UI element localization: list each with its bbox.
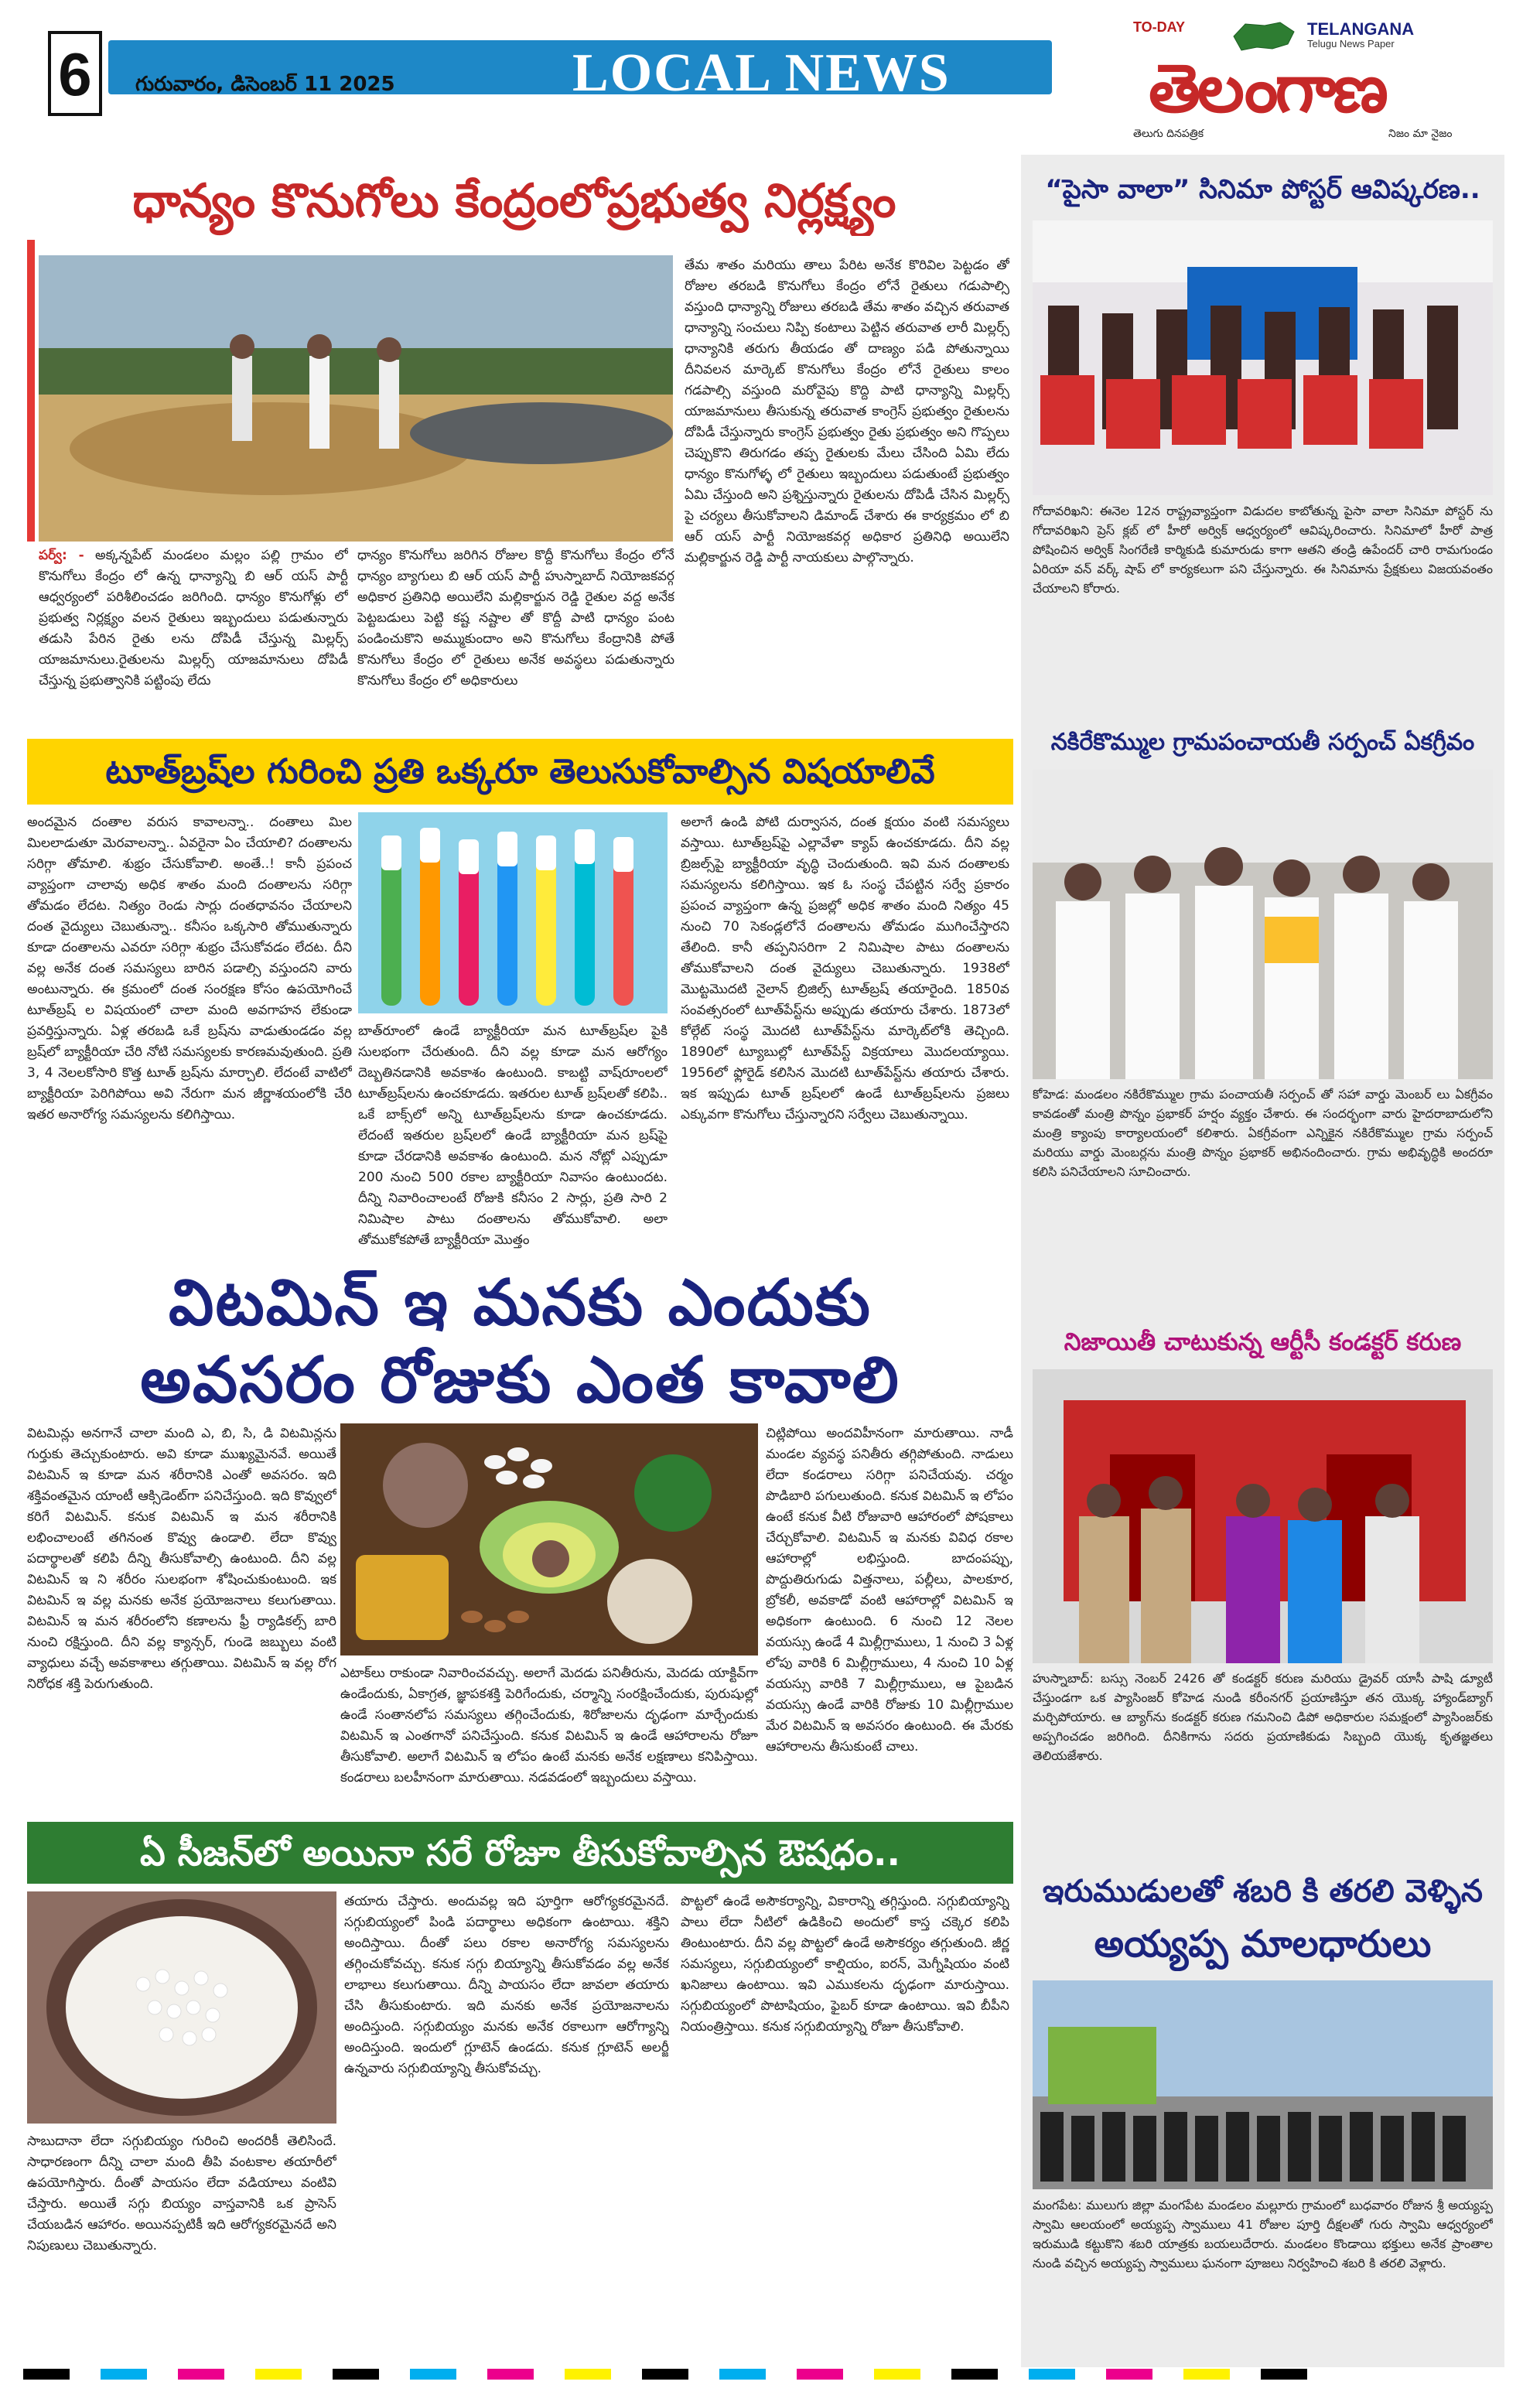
toothbrush-col3: అలాగే ఉండి పోటి దుర్వాసన, దంత క్షయం వంటి సమస్యలు వస్తాయి. టూత్‌బ్రష్‌పై ఎల్లావేళా క్యాప్ ఉంచకూడదు. దీని వల్ల బ్రిజల్స్‌పై బ్యాక్టీరియా వృద్ధి చెందుతుంది. ఇవి మన దంతాలకు సమస్యలను కలిగిస్తాయి. ఇక ఓ సంస్థ చేపట్టిన సర్వే ప్రకారం ప్రపంచ వ్యాప్తంగా ఉన్న ప్రజల్లో అధిక శాతం మంది నిత్యం 45 నుంచి 70 సెకండ్లలోనే దంతాలను తోమడం ముగించేస్తారని తేలింది. కానీ తప్పనిసరిగా 2 నిమిషాల పాటు దంతాలను తోముకోవాలని దంత వైద్యులు చెబుతున్నారు. 1938లో మొట్టమొదటి నైలాన్ బ్రిజిల్స్ టూత్‌బ్రష్ తయారైంది. 1850వ సంవత్సరంలో టూత్‌పేస్ట్‌ను అప్పుడు తయారు చేశారు. 1873లో కోల్గేట్ సంస్థ మొదటి టూత్‌పేస్ట్‌ను మార్కెట్‌లోకి తెచ్చింది. 1890లో ట్యూబుల్లో టూత్‌పేస్ట్ విక్రయాలు మొదలయ్యాయి. 1956లో ఫ్లోరైడ్ కలిసిన మొదటి టూత్‌పేస్ట్‌ను తయారు చేశారు. ఇక ఇప్పుడు టూత్ బ్రష్‌లలో ఉండే టూత్‌బ్రష్‌లను ప్రజలు ఎక్కువగా కొనుగోలు చేస్తున్నారని సర్వేలు చెబుతున్నాయి. — [681, 815, 1009, 1122]
ayyappa-headline-line2: అయ్యప్ప మాలధారులు — [1094, 1922, 1432, 1966]
vitamin-col3: చిట్లిపోయి అందవిహీనంగా మారుతాయి. నాడీ మండల వ్యవస్థ పనితీరు తగ్గిపోతుంది. నాడులు లేదా కండరాలు సరిగ్గా పనిచేయవు. చర్మం పొడిబారి పగులుతుంది. కనుక విటమిన్ ఇ లోపం ఉంటే కనుక వీటి రోజువారి ఆహారంలో పోషకాలు చేర్చుకోవాలి. విటమిన్ ఇ మనకు వివిధ రకాల ఆహారాల్లో లభిస్తుంది. బాదంపప్పు, పొద్దుతిరుగుడు విత్తనాలు, పల్లీలు, పాలకూర, బ్రోకలీ, అవకాడో వంటి ఆహారాల్లో విటమిన్ ఇ అధికంగా ఉంటుంది. 6 నుంచి 12 నెలల వయస్సు ఉండే 4 మిల్లీగ్రాములు, 1 నుంచి 3 ఏళ్ల లోపు వారికి 6 మిల్లీగ్రాములు, 4 నుంచి 10 ఏళ్ల వయస్సు వారికి 7 మిల్లీగ్రాములు, ఆ పైబడిన వయస్సు ఉండే వారికి రోజుకు 10 మిల్లీగ్రాముల మేర విటమిన్ ఇ అవసరం ఉంటుంది. ఈ మేరకు ఆహారాలను తీసుకుంటే చాలు. — [766, 1426, 1013, 1755]
poster-photo — [1033, 220, 1493, 495]
color-registration-bar — [23, 2369, 1516, 2380]
vitamin-col2: ఎటాక్‌లు రాకుండా నివారించవచ్చు. అలాగే మెదడు పనితీరును, మెదడు యాక్టివ్‌గా ఉండేందుకు, ఏకాగ్రత, జ్ఞాపకశక్తి పెరిగేందుకు, చర్మాన్ని సంరక్షించేందుకు, పురుషుల్లో ఉండే సంతానలోప సమస్యలు తగ్గించేందుకు, శిరోజాలను దృఢంగా మార్చేందుకు విటమిన్ ఇ ఎంతగానో పనిచేస్తుంది. కనుక విటమిన్ ఇ ఉండే ఆహారాలను రోజూ తీసుకోవాలి. అలాగే విటమిన్ ఇ లోపం ఉంటే మనకు అనేక లక్షణాలు కనిపిస్తాయి. కండరాలు బలహీనంగా మారుతాయి. నడవడంలో ఇబ్బందులు వస్తాయి. — [340, 1666, 758, 1785]
grain-photo — [39, 255, 673, 542]
toothbrush-headline: టూత్‌బ్రష్‌ల గురించి ప్రతి ఒక్కరూ తెలుసుకోవాల్సిన విషయాలివే — [27, 739, 1013, 805]
logo-brand-sub: Telugu News Paper — [1307, 38, 1395, 50]
grain-accent-strip — [27, 240, 35, 542]
toothbrush-col2: బాత్‌రూంలో ఉండే బ్యాక్టీరియా మన టూత్‌బ్రష్‌ల పైకి సులభంగా చేరుతుంది. దీని వల్ల కూడా మన ఆరోగ్యం దెబ్బతినడానికి అవకాశం ఉంటుంది. కాబట్టి వాష్‌రూంలలో టూత్‌బ్రష్‌లను ఉంచకూడదు. ఇతరుల టూత్ బ్రష్‌లతో కలిపి.. ఒకే బాక్స్‌లో అన్ని టూత్‌బ్రష్‌లను కూడా ఉంచకూడదు. లేదంటే ఇతరుల బ్రష్‌లలో ఉండే బ్యాక్టీరియా మన బ్రష్‌పై కూడా చేరడానికి అవకాశం ఉంటుంది. మన నోట్లో ఎప్పుడూ 200 నుంచి 500 రకాల బ్యాక్టీరియా నివాసం ఉంటుందట. దీన్ని నివారించాలంటే రోజుకి కనీసం 2 సార్లు, ప్రతి సారి 2 నిమిషాల పాటు దంతాలను తోముకోవాలి. అలా తోముకోకపోతే బ్యాక్టీరియా మొత్తం — [358, 1023, 668, 1248]
ayyappa-caption: మంగపేట: ములుగు జిల్లా మంగపేట మండలం మల్లూరు గ్రామంలో బుధవారం రోజున శ్రీ అయ్యప్ప స్వామి ఆలయంలో అయ్యప్ప స్వాములు 41 రోజుల పూర్తి దీక్షలతో గురు స్వామి ఆధ్వర్యంలో ఇరుముడి కట్టుకొని శబరి యాత్రకు బయలుదేరారు. మండలం కొండాయి భక్తులు అనేక ప్రాంతాల నుండి వచ్చిన అయ్యప్ప స్వాములు ఘనంగా పూజలు నిర్వహించి శబరి కి తరలి వెళ్లారు. — [1033, 2198, 1493, 2271]
sago-col3: పొట్టలో ఉండే అసౌకర్యాన్ని, వికారాన్ని తగ్గిస్తుంది. సగ్గుబియ్యాన్ని పాలు లేదా నీటిలో ఉడికించి అందులో కాస్త చక్కెర కలిపి తింటుంటారు. దీని వల్ల పొట్టలో ఉండే అసౌకర్యం తగ్గుతుంది. జీర్ణ సమస్యలు, సగ్గుబియ్యంలో కాల్షియం, ఐరన్, మెగ్నీషియం వంటి ఖనిజాలు ఉంటాయి. ఇవి ఎముకలను దృఢంగా మారుస్తాయి. సగ్గుబియ్యంలో పొటాషియం, ఫైబర్ కూడా ఉంటాయి. ఇవి బీపీని నియంత్రిస్తాయి. కనుక సగ్గుబియ్యాన్ని రోజూ తీసుకోవాలి. — [681, 1894, 1009, 2035]
conductor-headline: నిజాయితీ చాటుకున్న ఆర్టీసీ కండక్టర్ కరుణ — [1064, 1328, 1462, 1356]
sago-col2: తయారు చేస్తారు. అందువల్ల ఇది పూర్తిగా ఆరోగ్యకరమైనదే. సగ్గుబియ్యంలో పిండి పదార్థాలు అధికంగా ఉంటాయి. శక్తిని అందిస్తాయి. దీంతో పలు రకాల అనారోగ్య సమస్యలను తగ్గించుకోవచ్చు. కనుక సగ్గు బియ్యాన్ని తీసుకోవడం వల్ల అనేక లాభాలు కలుగుతాయి. దీన్ని పాయసం లేదా జావలా తయారు చేసి తీసుకుంటారు. ఇది మనకు అనేక ప్రయోజనాలను అందిస్తుంది. సగ్గుబియ్యం మనకు అనేక రకాలుగా ఆరోగ్యాన్ని అందిస్తుంది. ఇందులో గ్లూటెన్ ఉండదు. కనుక గ్లూటెన్ అలర్జీ ఉన్నవారు సగ్గుబియ్యాన్ని తీసుకోవచ్చు. — [344, 1894, 669, 2076]
vitamin-col1: విటమిన్లు అనగానే చాలా మంది ఎ, బి, సి, డి విటమిన్లను గుర్తుకు తెచ్చుకుంటారు. అవి కూడా ముఖ్యమైనవే. అయితే విటమిన్ ఇ కూడా మన శరీరానికి ఎంతో అవసరం. ఇది శక్తివంతమైన యాంటీ ఆక్సిడెంట్‌గా పనిచేస్తుంది. ఇది కొవ్వులో కరిగే విటమిన్. కనుక విటమిన్ ఇ మన శరీరానికి లభించాలంటే తగినంత కొవ్వు ఉండాలి. లేదా కొవ్వు పదార్థాలతో కలిపి దీన్ని తీసుకోవాల్సి ఉంటుంది. దీని వల్ల విటమిన్ ఇ ని శరీరం సులభంగా శోషించుకుంటుంది. ఇక విటమిన్ ఇ వల్ల మనకు అనేక ప్రయోజనాలు కలుగుతాయి. విటమిన్ ఇ మన శరీరంలోని కణాలను ఫ్రీ ర్యాడికల్స్ బారి నుంచి రక్షిస్తుంది. దీని వల్ల క్యాన్సర్, గుండె జబ్బులు వంటి వ్యాధులు వచ్చే అవకాశాలు తగ్గుతాయి. విటమిన్ ఇ వల్ల రోగ నిరోధక శక్తి పెరుగుతుంది. — [27, 1426, 336, 1692]
toothbrush-photo — [358, 812, 668, 1013]
sarpanch-photo — [1033, 770, 1493, 1079]
grain-col3: తేమ శాతం మరియు తాలు పేరిట అనేక కొరివిల పెట్టడం తో రోజుల తరబడి కొనుగోలు కేంద్రం లోనే రైతులు గడుపాల్సి వస్తుంది ధాన్యాన్ని రోజులు తరబడి తేమ శాతం వచ్చిన తరువాత ధాన్యాన్ని సంచులు నిప్పి కంటాలు పెట్టిన తరువాత లారీ మిల్లర్స్ ధాన్యానికి తరుగు తీయడం తో దాణ్యం పడి పోతున్నాయి దీనివలన మార్కెట్ కొనుగోలు కేంద్రం లోనే రైతులు కాలం గడపాల్సి వస్తుంది మరోవైపు కొద్ది పాటి ధాన్యాన్ని మిల్లర్స్ యాజమానులు తీసుకున్న తరువాత కాంగ్రెస్ ప్రభుత్వం రైతులను దోపిడీ చేస్తున్నారు కాంగ్రెస్ ప్రభుత్వం రైతు ప్రభుత్వం అని గొప్పలు చెప్పుకొని తిరుగడం తప్ప రైతులకు మేలు చేసింది ఏమి లేదు ధాన్యం కొనుగోళ్ళ లో రైతులు ఇబ్బందులు పడుతుంటే ప్రభుత్వం ఏమి చేస్తుంది అని ప్రశ్నిస్తున్నారు రైతులను దోపిడీ చేసిన మిల్లర్స్ పై చర్యలు తీసుకోవాలని డిమాండ్ చేశారు ఈ కార్యక్రమం లో బి ఆర్ యస్ పార్టీ నియోజకవర్గ అధికార ప్రతినిధి అయిలేని మల్లికార్జున రెడ్డి పార్టీ నాయకులు పాల్గొన్నారు. — [685, 258, 1009, 565]
logo-brand-en: TELANGANA — [1307, 19, 1415, 39]
issue-date: గురువారం, డిసెంబర్ 11 2025 — [135, 73, 395, 96]
sarpanch-headline: నకిరేకొమ్ముల గ్రామపంచాయతీ సర్పంచ్ ఏకగ్రీవం — [1050, 729, 1475, 756]
ayyappa-photo — [1033, 1980, 1493, 2189]
page-number: 6 — [48, 31, 102, 116]
logo-tag-right: నిజం మా నైజం — [1388, 128, 1453, 140]
logo-tag-left: తెలుగు దినపత్రిక — [1133, 128, 1204, 140]
sago-photo — [27, 1891, 336, 2124]
sago-headline: ఏ సీజన్‌లో అయినా సరే రోజూ తీసుకోవాల్సిన ఔషధం.. — [27, 1822, 1013, 1884]
logo-today: TO-DAY — [1133, 19, 1186, 35]
sago-col1: సాబుదానా లేదా సగ్గుబియ్యం గురించి అందరికీ తెలిసిందే. సాధారణంగా దీన్ని చాలా మంది తీపి వంటకాల తయారీలో ఉపయోగిస్తారు. దీంతో పాయసం లేదా వడియాలు వంటివి చేస్తారు. అయితే సగ్గు బియ్యం వాస్తవానికి ఒక ప్రాసెస్ చేయబడిన ఆహారం. అయినప్పటికీ ఇది ఆరోగ్యకరమైనదే అని నిపుణులు చెబుతున్నారు. — [27, 2134, 336, 2253]
vitamin-photo — [340, 1423, 758, 1655]
toothbrush-col1: అందమైన దంతాల వరుస కావాలన్నా.. దంతాలు మిల మిలలాడుతూ మెరవాలన్నా.. ఏవరైనా ఏం చేయాలి? దంతాలను సరిగ్గా తోమాలి. శుభ్రం చేసుకోవాలి. అంతే..! కానీ ప్రపంచ వ్యాప్తంగా చాలావు అధిక శాతం మంది దంతాలను సరిగ్గా తోమడం లేదట. నిత్యం రెండు సార్లు దంతధావనం చేయాలని దంత వైద్యులు చెబుతున్నా.. కనీసం ఒక్కసారి తోముతున్నారు కూడా దంతాలను ఎవరూ సరిగ్గా శుభ్రం చేసుకోవడం లేదట. దీని వల్ల అనేక దంత సమస్యలు బారిన పడాల్సి వస్తుందని వారు అంటున్నారు. ఈ క్రమంలో దంత సంరక్షణ కోసం ఉపయోగించే టూత్‌బ్రష్ ల విషయంలో చాలా మంది అవగాహన లేకుండా ప్రవర్తిస్తున్నారు. ఏళ్ల తరబడి ఒకే బ్రష్‌ను వాడుతుండడం వల్ల బ్రష్‌లో బ్యాక్టీరియా చేరి నోటి సమస్యలకు కారణమవుతుంది. ప్రతి 3, 4 నెలలకోసారి కొత్త టూత్ బ్రష్‌ను మార్చాలి. లేదంటే వాటిలో బ్యాక్టీరియా పెరిగిపోయి అవి నేరుగా మన జీర్ణాశయంలోకి చేరి ఇతర అనారోగ్య సమస్యలను కలిగిస్తాయి. — [27, 815, 352, 1122]
grain-headline: ధాన్యం కొనుగోలు కేంద్రంలోప్రభుత్వ నిర్లక్ష్యం — [132, 174, 896, 228]
grain-col2: ధాన్యం కొనుగోలు జరిగిన రోజుల కొద్దీ కొనుగోలు కేంద్రం లోనే ధాన్యం బ్యాగులు బి ఆర్ యస్ పార్టీ హుస్నాబాద్ నియోజకవర్గ అధికార ప్రతినిధి అయిలేని మల్లికార్జున రెడ్డి రైతుల వద్ద అనేక పెట్టబడులు పెట్టి కష్ట నష్టాల తో కొద్దీ పాటి ధాన్యం పంట పండించుకొని అమ్ముకుందాం అని కొనుగోలు కేంద్రానికి పోతే కొనుగోలు కేంద్రం లో రైతులు అనేక అవస్థలు పడుతున్నారు కొనుగోలు కేంద్రం లో అధికారులు — [357, 548, 674, 689]
grain-col1-text: అక్కన్నపేట్ మండలం మల్లం పల్లి గ్రామం లో కొనుగోలు కేంద్రం లో ఉన్న ధాన్యాన్ని బి ఆర్ యస్ పార్టీ ఆధ్వర్యంలో పరిశీలించడం జరిగింది. ధాన్యం కొనుగోళ్లు లో ప్రభుత్వ నిర్లక్ష్యం వలన రైతులు ఇబ్బందులు పడుతున్నారు తడుసి పేరిన రైతు లను దోపిడీ చేస్తున్న మిల్లర్స్ యాజమానులు.రైతులను మిల్లర్స్ యాజమానులు దోపిడీ చేస్తున్న ప్రభుత్వానికి పట్టింపు లేదు — [39, 548, 348, 689]
telangana-map-icon — [1226, 21, 1299, 52]
conductor-caption: హుస్నాబాద్: బస్సు నెంబర్ 2426 తో కండక్టర్ కరుణ మరియు డ్రైవర్ యాసీ పాషి డ్యూటీ చేస్తుండగా ఒక ప్యాసింజర్ కోహెడ నుండి కరీంనగర్ ప్రయాణిస్తూ తన యొక్క హ్యాండ్‌బ్యాగ్ మర్చిపోయారు. ఆ బ్యాగ్‌ను కండక్టర్ కరుణ గమనించి డిపో అధికారుల సమక్షంలో ప్యాసింజర్‌కు అప్పగించడం జరిగింది. దీనికిగాను సదరు ప్రయాణికుడు సిబ్బంది యొక్క కృతజ్ఞతలు తెలియజేశారు. — [1033, 1671, 1493, 1763]
vitamin-headline-line1: విటమిన్ ఇ మనకు ఎందుకు — [169, 1266, 872, 1340]
grain-dateline: పర్వ్: - — [39, 548, 84, 563]
poster-caption: గోదావరిఖని: ఈనెల 12న రాష్ట్రవ్యాప్తంగా విడుదల కాబోతున్న పైసా వాలా సినిమా పోస్టర్ ను గోదావరిఖని ప్రెస్ క్లబ్ లో హీరో అర్విక్ ఆధ్వర్యంలో ఆవిష్కరించారు. సినిమాలో హీరో పాత్ర పోషించిన అర్విక్ సింగరేణి కార్మికుడి కుమారుడు కాగా ఆతని తండ్రి ఉపేందర్ చారి రామగుండం ఏరియా వన్ వర్క్ షాప్ లో కార్యకలుగా పని చేస్తున్నారు. ఈ సినిమాను ప్రేక్షకులు విజయవంతం చేయాలని కోరారు. — [1033, 504, 1493, 596]
vitamin-headline-line2: అవసరం రోజుకు ఎంత కావాలి — [140, 1344, 900, 1417]
poster-headline: “పైసా వాలా” సినిమా పోస్టర్ ఆవిష్కరణ.. — [1045, 174, 1480, 205]
conductor-photo — [1033, 1369, 1493, 1663]
masthead-logo — [1133, 19, 1512, 155]
ayyappa-headline-line1: ఇరుముడులతో శబరి కి తరలి వెళ్ళిన — [1043, 1874, 1483, 1909]
logo-brand-te: తెలంగాణ — [1149, 50, 1385, 128]
sarpanch-caption: కోహెడ: మండలం నకిరేకొమ్ముల గ్రామ పంచాయతీ సర్పంచ్ తో సహా వార్డు మెంబర్ లు ఏకగ్రీవం కావడంతో మంత్రి పొన్నం ప్రభాకర్ హర్షం వ్యక్తం చేశారు. ఈ సందర్భంగా వారు హైదరాబాదులోని మంత్రి క్యాంపు కార్యాలయంలో కలిశారు. ఏకగ్రీవంగా ఎన్నికైన నకిరేకొమ్ముల గ్రామ సర్పంచ్ మరియు వార్డు మెంబర్లను మంత్రి పొన్నం ప్రభాకర్ అభినందించారు. గ్రామ అభివృద్ధికి అందరూ కలిసి పనిచేయాలని సూచించారు. — [1033, 1087, 1493, 1179]
grain-col1 — [39, 545, 348, 739]
section-title: LOCAL NEWS — [572, 43, 951, 103]
